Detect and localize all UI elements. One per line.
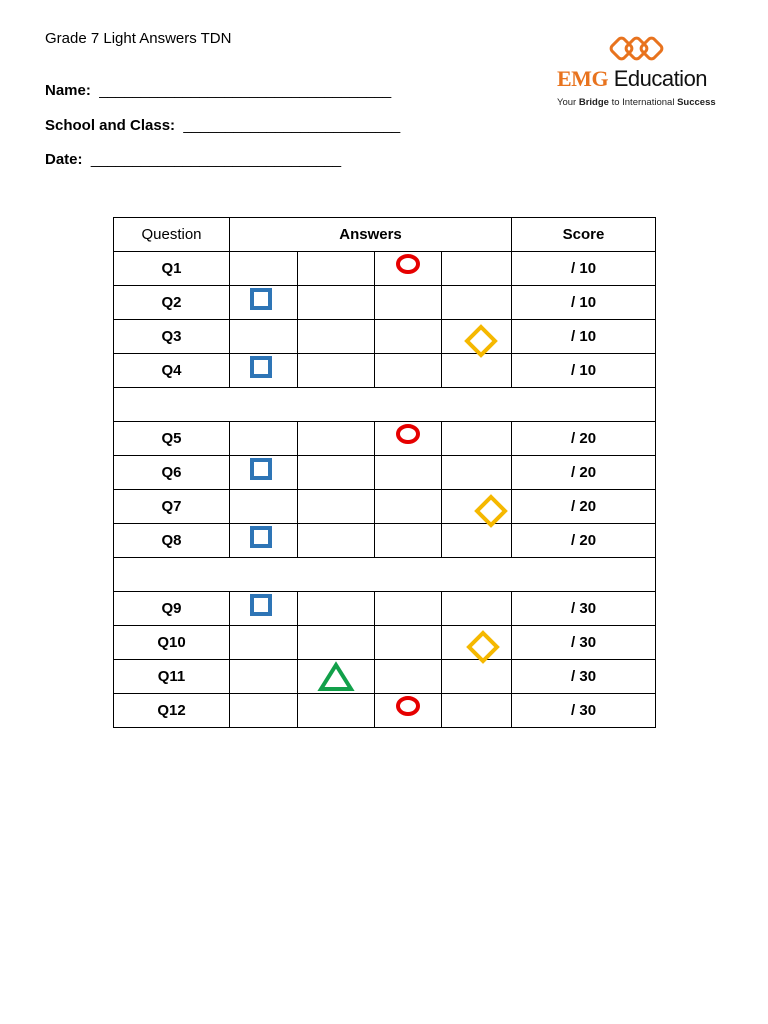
answer-cell[interactable] (298, 592, 375, 626)
score-cell: / 10 (512, 252, 656, 286)
answer-cell[interactable] (298, 660, 375, 694)
school-class-label: School and Class: (45, 117, 176, 134)
answer-cell[interactable] (375, 592, 442, 626)
answer-cell[interactable] (375, 456, 442, 490)
score-cell: / 10 (512, 286, 656, 320)
triangle-mark-icon (316, 661, 356, 693)
question-cell: Q9 (114, 592, 230, 626)
table-row (114, 626, 656, 660)
answer-cell[interactable] (230, 354, 298, 388)
section-spacer-row (114, 558, 656, 592)
score-cell: / 10 (512, 320, 656, 354)
answers-header: Answers (230, 218, 512, 252)
answer-cell[interactable] (230, 592, 298, 626)
question-cell: Q7 (114, 490, 230, 524)
question-cell: Q5 (114, 422, 230, 456)
answer-cell[interactable] (442, 524, 512, 558)
circle-mark-icon (394, 422, 422, 446)
circle-mark-icon (394, 252, 422, 276)
answer-cell[interactable] (375, 490, 442, 524)
table-row (114, 422, 656, 456)
answer-cell[interactable] (230, 252, 298, 286)
answer-cell[interactable] (298, 286, 375, 320)
answer-cell[interactable] (230, 456, 298, 490)
answer-cell[interactable] (442, 592, 512, 626)
square-mark-icon (249, 525, 273, 549)
table-row (114, 490, 656, 524)
answers-table (113, 217, 656, 728)
answer-cell[interactable] (375, 626, 442, 660)
date-label: Date: (45, 151, 83, 168)
answer-cell[interactable] (230, 286, 298, 320)
answer-cell[interactable] (298, 524, 375, 558)
answer-cell[interactable] (298, 456, 375, 490)
question-cell: Q10 (114, 626, 230, 660)
answer-cell[interactable] (442, 660, 512, 694)
answer-cell[interactable] (442, 354, 512, 388)
answer-cell[interactable] (375, 354, 442, 388)
answer-cell[interactable] (442, 320, 512, 354)
question-cell: Q12 (114, 694, 230, 728)
answer-cell[interactable] (442, 490, 512, 524)
logo-tagline: Your Bridge to International Success (557, 97, 716, 108)
square-mark-icon (249, 355, 273, 379)
score-cell: / 20 (512, 524, 656, 558)
answer-cell[interactable] (375, 694, 442, 728)
table-row (114, 660, 656, 694)
score-cell: / 30 (512, 626, 656, 660)
answer-cell[interactable] (298, 626, 375, 660)
logo-wordmark (557, 66, 707, 92)
question-cell: Q8 (114, 524, 230, 558)
question-cell: Q3 (114, 320, 230, 354)
answer-cell[interactable] (375, 320, 442, 354)
school-class-field[interactable] (45, 117, 400, 134)
name-label: Name: (45, 82, 91, 99)
question-cell: Q11 (114, 660, 230, 694)
answer-cell[interactable] (230, 490, 298, 524)
answer-cell[interactable] (442, 694, 512, 728)
answer-cell[interactable] (230, 422, 298, 456)
table-row (114, 592, 656, 626)
answer-cell[interactable] (375, 660, 442, 694)
square-mark-icon (249, 457, 273, 481)
question-cell: Q6 (114, 456, 230, 490)
table-row (114, 694, 656, 728)
date-field[interactable] (45, 151, 341, 168)
answer-cell[interactable] (375, 422, 442, 456)
answer-cell[interactable] (375, 524, 442, 558)
score-cell: / 20 (512, 490, 656, 524)
score-cell: / 10 (512, 354, 656, 388)
answer-cell[interactable] (442, 422, 512, 456)
answer-cell[interactable] (298, 422, 375, 456)
school-class-line: __________________________ (183, 117, 401, 134)
table-row (114, 286, 656, 320)
logo-education: Education (613, 66, 708, 91)
logo-rings-icon (609, 34, 665, 64)
question-cell: Q1 (114, 252, 230, 286)
table-row (114, 354, 656, 388)
document-title: Grade 7 Light Answers TDN (45, 30, 232, 47)
table-row (114, 252, 656, 286)
table-row (114, 456, 656, 490)
answer-cell[interactable] (442, 456, 512, 490)
section-spacer-row (114, 388, 656, 422)
score-header: Score (512, 218, 656, 252)
question-cell: Q2 (114, 286, 230, 320)
square-mark-icon (249, 287, 273, 311)
circle-mark-icon (394, 694, 422, 718)
score-cell: / 20 (512, 456, 656, 490)
answer-cell[interactable] (230, 694, 298, 728)
name-field[interactable] (45, 82, 391, 99)
table-row (114, 524, 656, 558)
answer-cell[interactable] (230, 320, 298, 354)
answer-cell[interactable] (298, 252, 375, 286)
answer-cell[interactable] (230, 524, 298, 558)
table-row (114, 320, 656, 354)
section-spacer-cell (114, 388, 656, 422)
score-cell: / 30 (512, 694, 656, 728)
answer-cell[interactable] (298, 320, 375, 354)
score-cell: / 20 (512, 422, 656, 456)
answer-cell[interactable] (442, 626, 512, 660)
question-header: Question (114, 218, 230, 252)
score-cell: / 30 (512, 592, 656, 626)
square-mark-icon (249, 593, 273, 617)
answer-cell[interactable] (230, 626, 298, 660)
question-cell: Q4 (114, 354, 230, 388)
answer-cell[interactable] (298, 490, 375, 524)
answer-cell[interactable] (442, 286, 512, 320)
answer-cell[interactable] (375, 252, 442, 286)
answer-cell[interactable] (298, 354, 375, 388)
answer-cell[interactable] (442, 252, 512, 286)
date-line: ______________________________ (90, 151, 342, 168)
section-spacer-cell (114, 558, 656, 592)
answer-cell[interactable] (375, 286, 442, 320)
answer-cell[interactable] (298, 694, 375, 728)
answer-cell[interactable] (230, 660, 298, 694)
logo-brand: EMG (557, 66, 609, 91)
score-cell: / 30 (512, 660, 656, 694)
emg-logo (555, 34, 730, 114)
name-line: ___________________________________ (99, 82, 392, 99)
